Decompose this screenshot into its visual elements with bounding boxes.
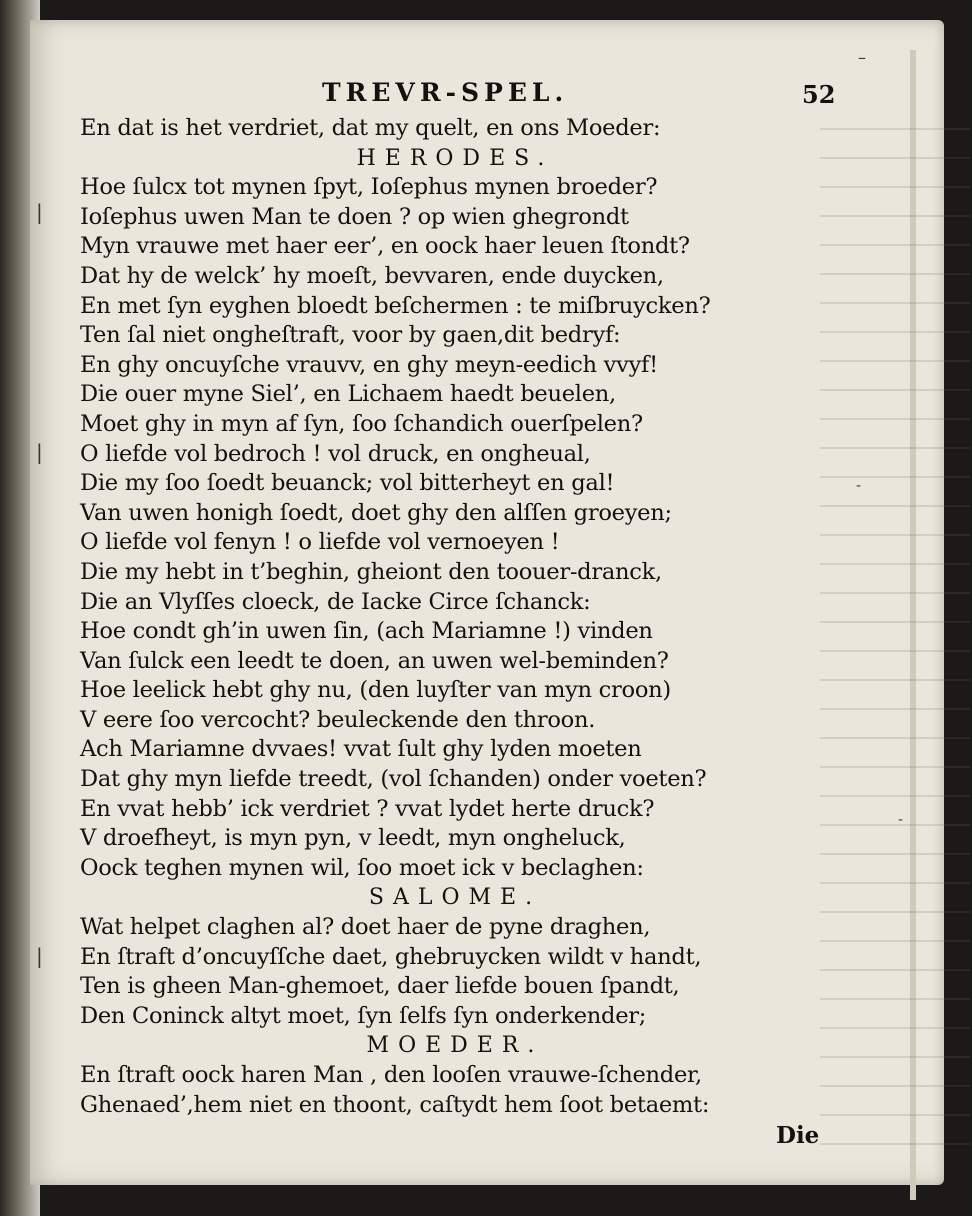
verse-line: Den Coninck altyt moet, ſyn ſelfs ſyn onderkender; (80, 1002, 647, 1029)
verse-line: Moet ghy in myn af ſyn, ſoo ſchandich ouerſpelen? (80, 410, 643, 437)
verse-line: O liefde vol fenyn ! o liefde vol vernoeyen ! (80, 529, 560, 556)
margin-mark: | (36, 944, 43, 968)
verse-line: Ioſephus uwen Man te doen ? op wien ghegrondt (80, 203, 629, 230)
verse-line: Hoe leelick hebt ghy nu, (den luyſter van myn croon) (80, 677, 671, 704)
verse-line: O liefde vol bedroch ! vol druck, en ongheual, (80, 440, 591, 467)
verse-line: V droefheyt, is myn pyn, v leedt, myn ongheluck, (80, 825, 626, 852)
verse-line: Die my ſoo ſoedt beuanck; vol bitterheyt en gal! (80, 470, 615, 497)
verse-lines (80, 114, 840, 1120)
margin-mark: - (898, 812, 904, 828)
verse-line: Ten ſal niet ongheſtraft, voor by gaen,dit bedryf: (80, 322, 621, 349)
verse-line: Die my hebt in t’beghin, gheiont den toouer-dranck, (80, 558, 662, 585)
verse-line: Die an Vlyſſes cloeck, de Iacke Circe ſchanck: (80, 588, 591, 615)
speaker-heading: HERODES. (356, 145, 554, 171)
verse-line: Dat hy de welck’ hy moeſt, bevvaren, ende duycken, (80, 262, 664, 289)
page-number: 52 (802, 80, 836, 109)
verse-line: En ghy oncuyſche vrauvv, en ghy meyn-eedich vvyf! (80, 351, 658, 378)
verse-line: En ſtraft d’oncuyſſche daet, ghebruycken wildt v handt, (80, 943, 702, 970)
verse-line: Ghenaed’,hem niet en thoont, caſtydt hem ſoot betaemt: (80, 1091, 710, 1118)
verse-line: En ſtraft oock haren Man , den looſen vrauwe-ſchender, (80, 1062, 702, 1088)
running-head: TREVR-SPEL. (322, 78, 569, 107)
verse-line: Myn vrauwe met haer eer’, en oock haer leuen ſtondt? (80, 233, 690, 260)
verse-line: Dat ghy myn liefde treedt, (vol ſchanden) onder voeten? (80, 766, 707, 793)
speaker-heading: MOEDER. (366, 1033, 544, 1059)
verse-line: Hoe ſulcx tot mynen ſpyt, Ioſephus mynen broeder? (80, 174, 658, 201)
margin-mark: | (36, 200, 43, 224)
page-header (80, 78, 840, 114)
verse-line: Van ſulck een leedt te doen, an uwen wel-beminden? (80, 647, 669, 674)
verse-line: Wat helpet claghen al? doet haer de pyne draghen, (80, 914, 651, 941)
page-text (80, 78, 840, 1120)
catchword: Die (776, 1122, 820, 1149)
show-through-bleed (820, 110, 970, 1150)
margin-mark: | (36, 440, 43, 464)
verse-line: Hoe condt gh’in uwen ſin, (ach Mariamne !) vinden (80, 618, 653, 645)
verse-line: Van uwen honigh ſoedt, doet ghy den alſſen groeyen; (80, 499, 672, 526)
margin-mark: - (856, 478, 862, 494)
verse-line: En vvat hebb’ ick verdriet ? vvat lydet herte druck? (80, 795, 655, 822)
margin-mark: – (858, 48, 866, 67)
verse-line: Ach Mariamne dvvaes! vvat ſult ghy lyden moeten (80, 736, 642, 763)
verse-line: Oock teghen mynen wil, ſoo moet ick v beclaghen: (80, 854, 644, 881)
verse-line: En met ſyn eyghen bloedt beſchermen : te miſbruycken? (80, 292, 711, 319)
verse-line: En dat is het verdriet, dat my quelt, en ons Moeder: (80, 115, 661, 141)
verse-line: V eere ſoo vercocht? beuleckende den throon. (80, 706, 596, 733)
verse-line: Die ouer myne Siel’, en Lichaem haedt beuelen, (80, 381, 616, 408)
verse-line: Ten is gheen Man-ghemoet, daer liefde bouen ſpandt, (80, 973, 680, 1000)
speaker-heading: SALOME. (368, 885, 542, 911)
